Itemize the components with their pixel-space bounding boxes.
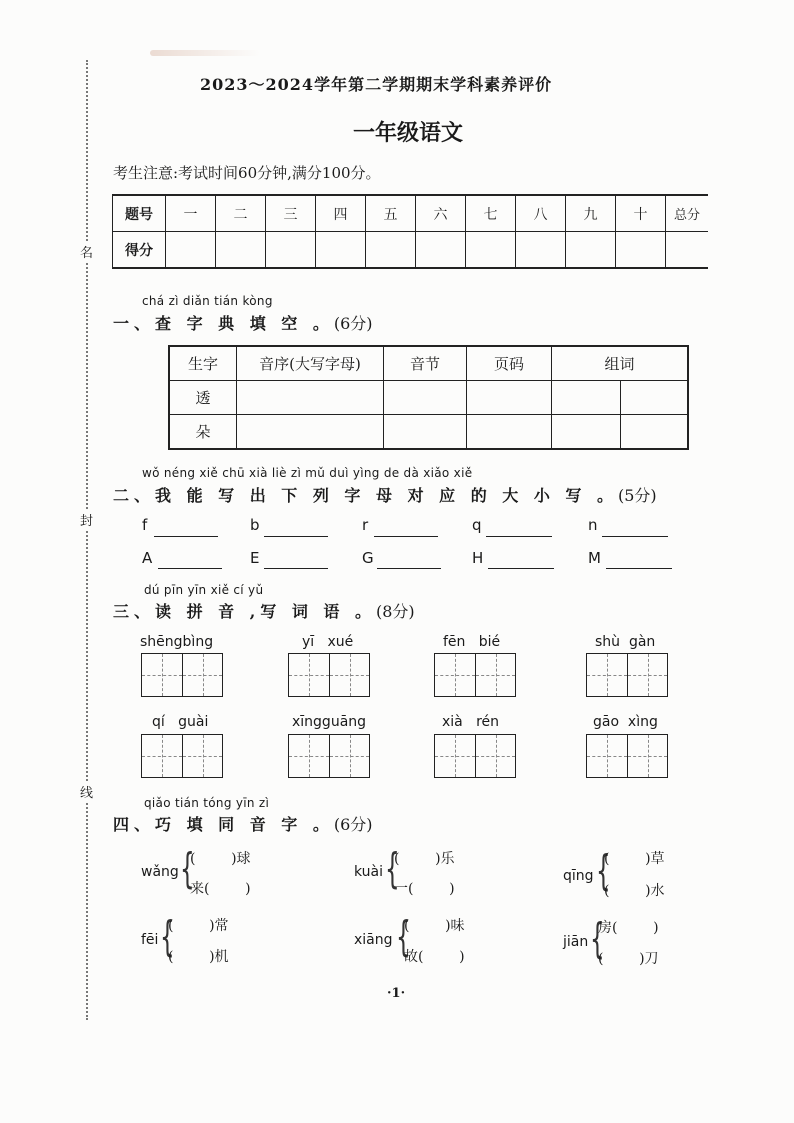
- answer-blank[interactable]: [374, 535, 438, 537]
- brace-icon: {: [590, 914, 605, 963]
- score-total-label: 总分: [666, 195, 709, 232]
- q3-title: 三、读 拼 音 ,写 词 语 。: [113, 602, 376, 621]
- q2-points: (5分): [618, 486, 657, 505]
- q2-letter: H: [472, 549, 484, 567]
- dict-answer-cell[interactable]: [384, 381, 467, 415]
- writing-grid[interactable]: [434, 653, 516, 697]
- writing-grid[interactable]: [288, 734, 370, 778]
- score-col: 九: [566, 195, 616, 232]
- dict-answer-cell[interactable]: [384, 415, 467, 450]
- brace-icon: {: [180, 844, 195, 893]
- score-col: 十: [616, 195, 666, 232]
- q3-pinyin: dú pīn yīn xiě cí yǔ: [144, 583, 264, 597]
- dict-char: 朵: [169, 415, 237, 450]
- score-col: 八: [516, 195, 566, 232]
- score-row-label: 得分: [113, 232, 166, 269]
- q4-heading: [113, 812, 373, 835]
- q3-heading: [113, 599, 415, 622]
- q2-letter: A: [142, 549, 153, 567]
- writing-grid[interactable]: [141, 734, 223, 778]
- score-col: 四: [316, 195, 366, 232]
- word-pinyin: shēngbìng: [140, 634, 214, 650]
- page-number: ·1·: [387, 986, 406, 1001]
- brace-icon: {: [385, 844, 400, 893]
- dict-header: 音序(大写字母): [237, 346, 384, 381]
- homophone-pinyin: qīng: [563, 868, 594, 884]
- score-col: 六: [416, 195, 466, 232]
- writing-grid[interactable]: [434, 734, 516, 778]
- score-col: 一: [166, 195, 216, 232]
- score-col: 二: [216, 195, 266, 232]
- homophone-blank[interactable]: ( )草: [604, 851, 665, 867]
- exam-subtitle: 一年级语文: [353, 120, 464, 146]
- dict-answer-cell[interactable]: [621, 381, 689, 415]
- dict-header: 生字: [169, 346, 237, 381]
- q1-pinyin: chá zì diǎn tián kòng: [142, 294, 273, 308]
- homophone-blank[interactable]: 房( ): [598, 920, 659, 936]
- word-pinyin: xià rén: [442, 714, 500, 730]
- answer-blank[interactable]: [158, 567, 222, 569]
- homophone-blank[interactable]: ( )机: [168, 949, 229, 965]
- dict-answer-cell[interactable]: [621, 415, 689, 450]
- q2-letter: f: [142, 516, 148, 534]
- score-cell[interactable]: [166, 232, 216, 269]
- margin-char-name: 名: [80, 242, 93, 261]
- margin-char-seal: 封: [80, 510, 93, 529]
- dict-char: 透: [169, 381, 237, 415]
- q2-letter: r: [362, 516, 369, 534]
- score-table: [112, 194, 708, 269]
- score-cell[interactable]: [616, 232, 666, 269]
- word-pinyin: fēn bié: [443, 634, 501, 650]
- answer-blank[interactable]: [602, 535, 668, 537]
- homophone-blank[interactable]: ( )味: [404, 918, 465, 934]
- brace-icon: {: [396, 912, 411, 961]
- word-pinyin: qí guài: [152, 714, 209, 730]
- answer-blank[interactable]: [606, 567, 672, 569]
- margin-char-line: 线: [80, 782, 93, 801]
- q1-heading: [113, 311, 373, 334]
- word-pinyin: yī xué: [302, 634, 354, 650]
- q2-letter: E: [250, 549, 260, 567]
- q2-letter: n: [588, 516, 598, 534]
- writing-grid[interactable]: [288, 653, 370, 697]
- q1-title: 一、查 字 典 填 空 。: [113, 314, 334, 333]
- score-cell[interactable]: [516, 232, 566, 269]
- q2-letter: q: [472, 516, 482, 534]
- exam-notice: 考生注意:考试时间60分钟,满分100分。: [113, 164, 381, 182]
- score-cell[interactable]: [266, 232, 316, 269]
- q4-title: 四、巧 填 同 音 字 。: [113, 815, 334, 834]
- homophone-blank[interactable]: ( )水: [604, 883, 665, 899]
- answer-blank[interactable]: [486, 535, 552, 537]
- word-pinyin: xīngguāng: [292, 714, 367, 730]
- score-col: 五: [366, 195, 416, 232]
- brace-icon: {: [596, 846, 611, 895]
- q3-points: (8分): [376, 602, 415, 621]
- homophone-blank[interactable]: ( )球: [190, 851, 251, 867]
- homophone-blank[interactable]: ( )刀: [598, 951, 659, 967]
- score-cell[interactable]: [366, 232, 416, 269]
- q1-points: (6分): [333, 314, 373, 333]
- homophone-blank[interactable]: 故( ): [404, 949, 465, 965]
- q2-letter: G: [362, 549, 374, 567]
- q2-heading: [113, 483, 657, 506]
- dict-answer-cell[interactable]: [237, 381, 384, 415]
- dict-answer-cell[interactable]: [552, 415, 621, 450]
- homophone-pinyin: fēi: [141, 932, 159, 948]
- writing-grid[interactable]: [586, 653, 668, 697]
- answer-blank[interactable]: [264, 535, 328, 537]
- q2-pinyin: wǒ néng xiě chū xià liè zì mǔ duì yìng de dà xiǎo xiě: [142, 466, 473, 480]
- homophone-pinyin: kuài: [354, 864, 384, 880]
- dict-answer-cell[interactable]: [237, 415, 384, 450]
- dict-header: 组词: [552, 346, 689, 381]
- binding-margin-line: [86, 60, 88, 1020]
- dict-answer-cell[interactable]: [467, 381, 552, 415]
- brace-icon: {: [160, 912, 175, 961]
- q2-letter: M: [588, 549, 601, 567]
- homophone-pinyin: jiān: [563, 934, 589, 950]
- answer-blank[interactable]: [488, 567, 554, 569]
- homophone-pinyin: xiāng: [354, 932, 393, 948]
- score-col: 七: [466, 195, 516, 232]
- homophone-blank[interactable]: ( )乐: [394, 851, 455, 867]
- q2-title: 二、我 能 写 出 下 列 字 母 对 应 的 大 小 写 。: [113, 486, 618, 505]
- word-pinyin: gāo xìng: [593, 714, 658, 730]
- homophone-blank[interactable]: 一( ): [394, 881, 455, 897]
- score-cell[interactable]: [466, 232, 516, 269]
- homophone-pinyin: wǎng: [141, 864, 179, 880]
- answer-blank[interactable]: [377, 567, 441, 569]
- dict-header: 音节: [384, 346, 467, 381]
- q4-pinyin: qiǎo tián tóng yīn zì: [144, 796, 270, 810]
- score-cell[interactable]: [416, 232, 466, 269]
- score-total-cell[interactable]: [666, 232, 709, 269]
- word-pinyin: shù gàn: [595, 634, 656, 650]
- q4-points: (6分): [333, 815, 373, 834]
- scan-smudge: [150, 50, 260, 56]
- answer-blank[interactable]: [264, 567, 328, 569]
- writing-grid[interactable]: [141, 653, 223, 697]
- score-cell[interactable]: [566, 232, 616, 269]
- answer-blank[interactable]: [154, 535, 218, 537]
- dict-answer-cell[interactable]: [467, 415, 552, 450]
- q2-letter: b: [250, 516, 260, 534]
- exam-title: 2023～2024学年第二学期期末学科素养评价: [200, 75, 553, 94]
- dictionary-table: [168, 345, 689, 450]
- writing-grid[interactable]: [586, 734, 668, 778]
- homophone-blank[interactable]: 来( ): [190, 881, 251, 897]
- score-cell[interactable]: [316, 232, 366, 269]
- homophone-blank[interactable]: ( )常: [168, 918, 229, 934]
- score-cell[interactable]: [216, 232, 266, 269]
- score-col: 三: [266, 195, 316, 232]
- score-row-label: 题号: [113, 195, 166, 232]
- dict-header: 页码: [467, 346, 552, 381]
- dict-answer-cell[interactable]: [552, 381, 621, 415]
